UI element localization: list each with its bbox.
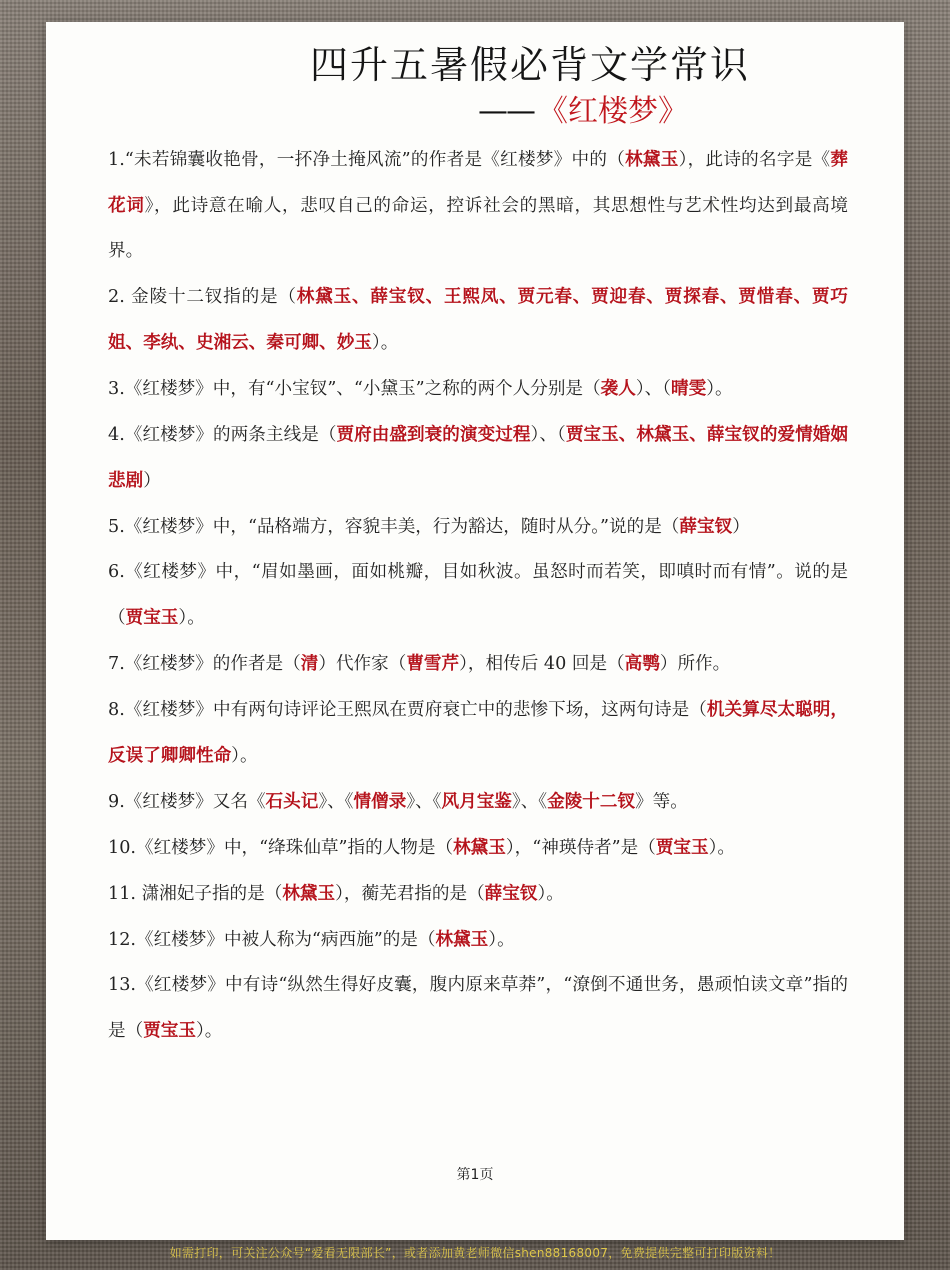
answer-highlight: 高鹗 — [624, 653, 660, 674]
list-item — [108, 825, 848, 871]
question-text: ）、（ — [530, 425, 566, 445]
answer-highlight: 林黛玉 — [435, 929, 489, 950]
question-text: ），“神瑛侍者”是（ — [505, 838, 656, 858]
question-text: 》等。 — [635, 792, 688, 812]
answer-highlight: 晴雯 — [671, 378, 707, 399]
question-text: ）代作家（ — [318, 654, 407, 674]
answer-highlight: 清 — [300, 653, 319, 674]
list-item — [108, 137, 848, 274]
answer-highlight: 薛宝钗 — [679, 516, 733, 537]
question-text: 》、《 — [406, 792, 442, 812]
list-item — [108, 504, 848, 550]
answer-highlight: 曹雪芹 — [406, 653, 460, 674]
page-title: 四升五暑假必背文学常识 — [309, 43, 750, 87]
list-item — [108, 412, 848, 504]
answer-highlight: 风月宝鉴 — [441, 791, 512, 812]
question-text: ）。 — [371, 333, 399, 353]
answer-highlight: 情僧录 — [353, 791, 407, 812]
answer-highlight: 贾宝玉 — [143, 1020, 196, 1041]
answer-highlight: 石头记 — [265, 791, 319, 812]
question-text: 7.《红楼梦》的作者是（ — [108, 654, 301, 674]
question-text: 6.《红楼梦》中，“眉如墨画，面如桃瓣，目如秋波。虽怒时而若笑，即嗔时而有情”。说的是（ — [108, 562, 848, 628]
question-text: ）、（ — [635, 379, 672, 399]
question-text: 9.《红楼梦》又名《 — [108, 792, 266, 812]
question-text: ）。 — [488, 930, 515, 950]
subtitle-text: 《红楼梦》 — [538, 94, 688, 129]
question-text: ）所作。 — [659, 654, 731, 674]
answer-highlight: 林黛玉 — [453, 837, 506, 858]
answer-highlight: 机关算尽太聪明，反误了卿卿性命 — [108, 699, 848, 766]
list-item — [108, 963, 848, 1054]
subtitle-dash: —— — [478, 94, 534, 129]
question-text: ），相传后 40 回是（ — [459, 654, 625, 674]
list-item — [108, 641, 848, 687]
question-text: ），蘅芜君指的是（ — [335, 884, 485, 904]
list-item — [108, 274, 848, 366]
document-page — [46, 22, 904, 1240]
list-item — [108, 917, 848, 963]
answer-highlight: 林黛玉 — [282, 883, 336, 904]
list-item — [108, 687, 848, 779]
page-number: 第1页 — [456, 1167, 494, 1183]
page-subtitle — [478, 86, 688, 130]
question-text: 》、《 — [511, 792, 548, 812]
list-item — [108, 366, 848, 412]
list-item — [108, 779, 848, 825]
question-text: ），此诗的名字是《 — [678, 150, 831, 170]
answer-highlight: 薛宝钗 — [484, 883, 538, 904]
question-text: 11. 潇湘妃子指的是（ — [108, 884, 283, 904]
answer-highlight: 贾宝玉、林黛玉、薛宝钗的爱情婚姻悲剧 — [108, 424, 848, 491]
question-text: ）。 — [706, 379, 733, 399]
question-text: ）。 — [708, 838, 736, 858]
question-text: 3.《红楼梦》中，有“小宝钗”、“小黛玉”之称的两个人分别是（ — [108, 379, 601, 399]
question-text: ） — [732, 517, 750, 537]
question-list — [108, 137, 848, 1054]
question-text: ）。 — [231, 746, 258, 766]
question-text: ）。 — [537, 884, 564, 904]
question-text: ）。 — [196, 1021, 223, 1041]
answer-highlight: 贾府由盛到衰的演变过程 — [336, 424, 531, 445]
question-text: 8.《红楼梦》中有两句诗评论王熙凤在贾府衰亡中的悲惨下场，这两句诗是（ — [108, 700, 707, 720]
list-item — [108, 550, 848, 641]
answer-highlight: 葬花词 — [108, 149, 848, 216]
question-text: 》、《 — [318, 792, 354, 812]
question-text: ）。 — [178, 608, 205, 628]
question-text: ） — [143, 471, 161, 491]
watermark-banner: 如需打印，可关注公众号“爱看无限部长”，或者添加黄老师微信shen88168007，免费提供完整可打印版资料！ — [169, 1246, 781, 1260]
answer-highlight: 金陵十二钗 — [547, 791, 636, 812]
answer-highlight: 贾宝玉 — [125, 607, 179, 628]
question-text: 1.“未若锦囊收艳骨，一抔净土掩风流”的作者是《红楼梦》中的（ — [108, 150, 626, 170]
answer-highlight: 袭人 — [600, 378, 636, 399]
question-text: 4.《红楼梦》的两条主线是（ — [108, 425, 337, 445]
question-text: 10.《红楼梦》中，“绛珠仙草”指的人物是（ — [108, 838, 454, 858]
question-text: 5.《红楼梦》中，“品格端方，容貌丰美，行为豁达，随时从分。”说的是（ — [108, 517, 680, 537]
question-text: 》，此诗意在喻人，悲叹自己的命运，控诉社会的黑暗，其思想性与艺术性均达到最高境界。 — [108, 196, 848, 261]
question-text: 13.《红楼梦》中有诗“纵然生得好皮囊，腹内原来草莽”，“潦倒不通世务，愚顽怕读文章”指的是（ — [108, 975, 848, 1041]
question-text: 12.《红楼梦》中被人称为“病西施”的是（ — [108, 930, 436, 950]
list-item — [108, 871, 848, 917]
answer-highlight: 贾宝玉 — [655, 837, 709, 858]
question-text: 2. 金陵十二钗指的是（ — [108, 287, 297, 307]
answer-highlight: 林黛玉 — [625, 149, 679, 170]
answer-highlight: 林黛玉、薛宝钗、王熙凤、贾元春、贾迎春、贾探春、贾惜春、贾巧姐、李纨、史湘云、秦可卿、妙玉 — [108, 286, 848, 353]
